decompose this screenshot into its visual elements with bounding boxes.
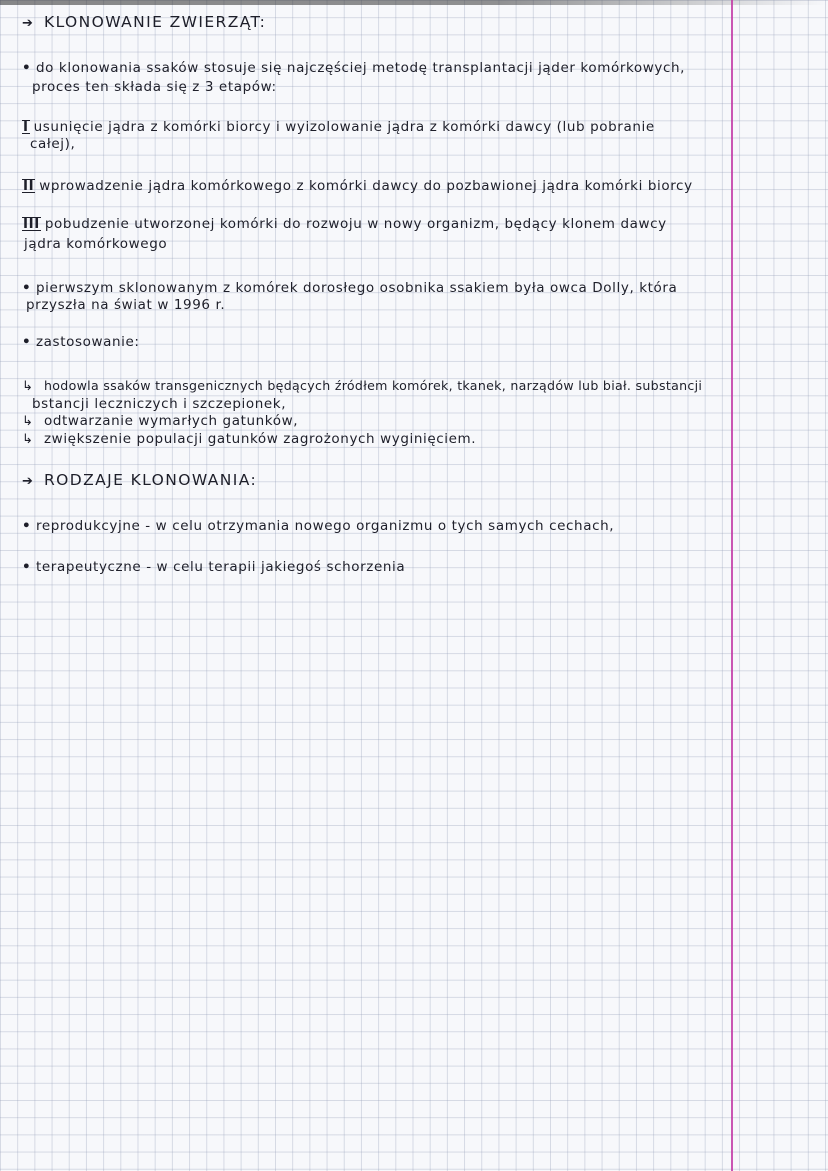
arrow-icon: ➔ — [22, 16, 33, 31]
arrow-icon: ➔ — [22, 474, 33, 489]
intro-line-2: proces ten składa się z 3 etapów: — [32, 79, 277, 95]
uses-label: • zastosowanie: — [22, 334, 140, 350]
type-therapeutic: • terapeutyczne - w celu terapii jakiegoś schorzenia — [22, 559, 406, 575]
bullet-icon: • — [22, 559, 32, 575]
step-3-line-1: III pobudzenie utworzonej komórki do rozwoju w nowy organizm, będący klonem dawcy — [23, 216, 667, 232]
arrow-icon: ↳ — [22, 414, 33, 429]
heading-cloning-types: ➔ RODZAJE KLONOWANIA: — [22, 471, 258, 489]
bullet-icon: • — [22, 518, 32, 534]
heading-cloning-animals: ➔ KLONOWANIE ZWIERZĄT: — [22, 13, 267, 31]
step-1-line-2: całej), — [30, 136, 76, 152]
arrow-icon: ↳ — [22, 432, 33, 447]
bullet-icon: • — [22, 280, 32, 296]
step-3-line-2: jądra komórkowego — [24, 236, 168, 252]
use-1-line-2: bstancji leczniczych i szczepionek, — [32, 396, 287, 412]
dolly-line-2: przyszła na świat w 1996 r. — [26, 297, 226, 313]
type-reproductive: • reprodukcyjne - w celu otrzymania nowego organizmu o tych samych cechach, — [22, 518, 615, 534]
arrow-icon: ↳ — [22, 379, 33, 394]
notebook-margin-line — [731, 0, 733, 1171]
step-1-line-1: I usunięcie jądra z komórki biorcy i wyizolowanie jądra z komórki dawcy (lub pobranie — [23, 119, 655, 135]
bullet-icon: • — [22, 334, 32, 350]
use-2: ↳ odtwarzanie wymarłych gatunków, — [22, 413, 299, 429]
use-1-line-1: ↳ hodowla ssaków transgenicznych będących źródłem komórek, tkanek, narządów lub biał. substancji — [22, 378, 703, 394]
use-3: ↳ zwiększenie populacji gatunków zagrożonych wyginięciem. — [22, 431, 477, 447]
intro-line-1: • do klonowania ssaków stosuje się najczęściej metodę transplantacji jąder komórkowych, — [22, 60, 686, 76]
dolly-line-1: • pierwszym sklonowanym z komórek dorosłego osobnika ssakiem była owca Dolly, która — [22, 280, 678, 296]
step-2-line-1: II wprowadzenie jądra komórkowego z komórki dawcy do pozbawionej jądra komórki biorcy — [23, 178, 693, 194]
step-3-number: III — [23, 216, 40, 232]
bullet-icon: • — [22, 60, 32, 76]
step-1-number: I — [23, 119, 29, 135]
step-2-number: II — [23, 178, 35, 194]
page-top-edge — [0, 0, 828, 5]
